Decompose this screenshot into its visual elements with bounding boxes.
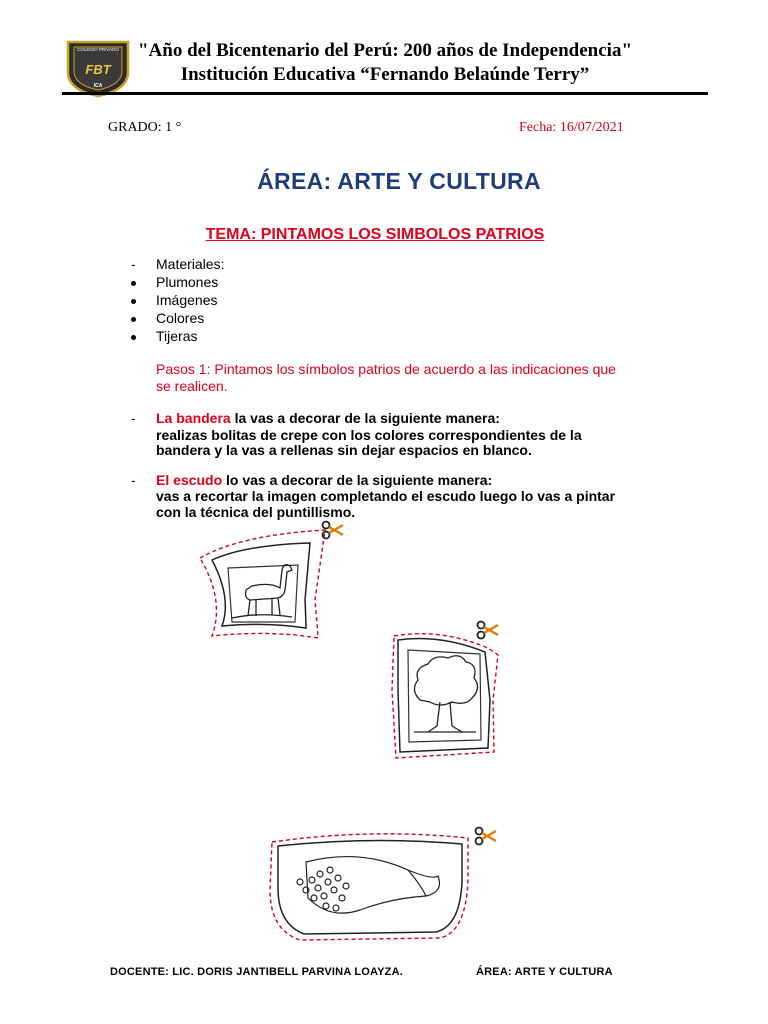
materials-heading: Materiales: [156,256,225,272]
flag-line1-rest: la vas a decorar de la siguiente manera: [230,410,500,426]
shield-instruction-line-3: con la técnica del puntillismo. [156,504,356,520]
flag-highlight: La bandera [156,410,231,426]
page-title: ÁREA: ARTE Y CULTURA [257,168,541,194]
dash-marker: - [131,410,136,426]
material-item: Colores [156,310,205,326]
shield-highlight: El escudo [156,472,223,488]
footer-teacher: DOCENTE: LIC. DORIS JANTIBELL PARVINA LOAYZA. [110,966,403,978]
vicuna-cutout [200,522,343,639]
dash-marker: - [131,256,136,272]
tree-cutout [392,622,498,759]
dash-marker: - [131,472,136,488]
logo-bottom-text: ICA [93,83,103,89]
steps-line-1: Pasos 1: Pintamos los símbolos patrios de acuerdo a las indicaciones que [156,361,616,377]
footer-area: ÁREA: ARTE Y CULTURA [476,966,613,978]
date-label: Fecha: 16/07/2021 [519,120,624,135]
steps-line-2: se realicen. [156,378,228,394]
logo-top-text: COLEGIO PRIVADO [77,47,119,52]
header-line-1: "Año del Bicentenario del Perú: 200 años de Independencia" [138,40,632,61]
grade-label: GRADO: 1 ° [108,120,182,135]
cornucopia-cutout [270,828,496,941]
material-item: Imágenes [156,292,218,308]
header-line-2: Institución Educativa “Fernando Belaúnde Terry” [180,64,590,85]
shield-instruction-line-2: vas a recortar la imagen completando el escudo luego lo vas a pintar [156,488,616,504]
logo-initials: FBT [85,62,111,77]
material-item: Plumones [156,274,219,290]
flag-instruction-line-2: realizas bolitas de crepe con los colores correspondientes de la [156,427,582,443]
topic-title: TEMA: PINTAMOS LOS SIMBOLOS PATRIOS [205,226,545,243]
material-item: Tijeras [156,328,198,344]
shield-line1-rest: lo vas a decorar de la siguiente manera: [222,472,493,488]
flag-instruction-line-3: bandera y la vas a rellenas sin dejar espacios en blanco. [156,442,532,458]
